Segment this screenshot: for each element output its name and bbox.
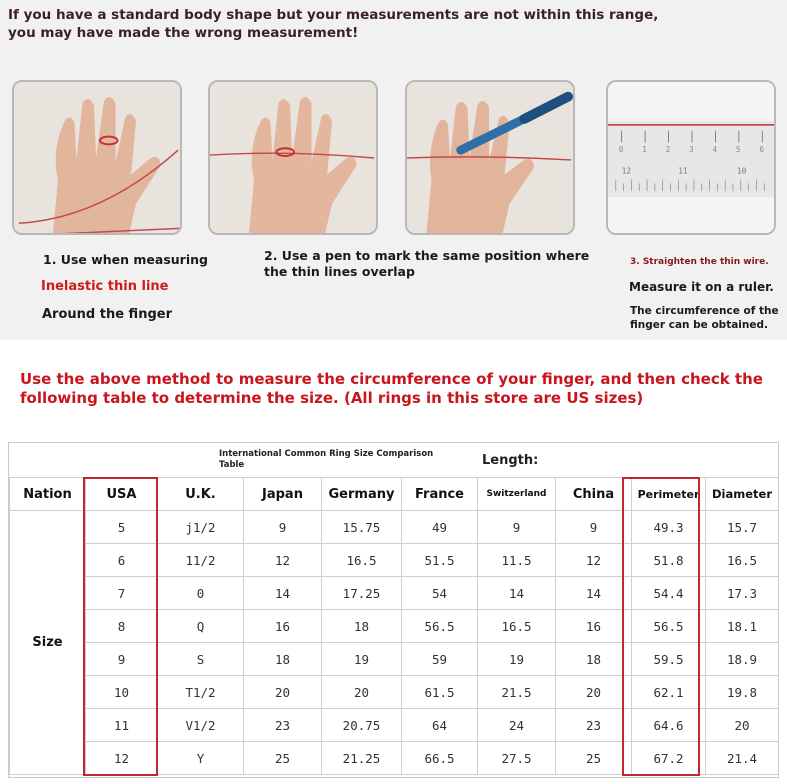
step1-highlight: Inelastic thin line	[41, 279, 169, 294]
cell-china: 14	[556, 577, 632, 610]
cell-china: 9	[556, 511, 632, 544]
size-row-label: Size	[10, 511, 86, 775]
cell-uk: Y	[158, 742, 244, 775]
cell-perimeter: 54.4	[632, 577, 706, 610]
cell-france: 51.5	[402, 544, 478, 577]
header-china: China	[556, 478, 632, 511]
cell-uk: 0	[158, 577, 244, 610]
ring-size-table-container	[8, 442, 779, 778]
cell-france: 56.5	[402, 610, 478, 643]
header-uk: U.K.	[158, 478, 244, 511]
cell-japan: 23	[244, 709, 322, 742]
cell-usa: 11	[86, 709, 158, 742]
cell-switzerland: 11.5	[478, 544, 556, 577]
step1-sub: Around the finger	[42, 307, 172, 322]
cell-usa: 7	[86, 577, 158, 610]
cell-uk: S	[158, 643, 244, 676]
table-title: International Common Ring Size Comparison Table	[219, 449, 434, 470]
cell-uk: j1/2	[158, 511, 244, 544]
cell-usa: 9	[86, 643, 158, 676]
cell-diameter: 21.4	[706, 742, 779, 775]
cell-diameter: 15.7	[706, 511, 779, 544]
header-diameter: Diameter	[706, 478, 779, 511]
table-row	[10, 610, 779, 643]
step2-hand-photo	[208, 80, 378, 235]
cell-china: 12	[556, 544, 632, 577]
table-row	[10, 709, 779, 742]
cell-china: 20	[556, 676, 632, 709]
cell-germany: 21.25	[322, 742, 402, 775]
cell-usa: 12	[86, 742, 158, 775]
ruler-number: 0	[618, 145, 624, 155]
ruler-number: 1	[642, 145, 647, 155]
cell-switzerland: 27.5	[478, 742, 556, 775]
table-row	[10, 676, 779, 709]
ruler-number: 3	[689, 145, 694, 155]
cell-diameter: 20	[706, 709, 779, 742]
ruler-number: 6	[759, 145, 765, 155]
cell-diameter: 18.1	[706, 610, 779, 643]
cell-germany: 15.75	[322, 511, 402, 544]
cell-uk: Q	[158, 610, 244, 643]
step1-hand-photo	[12, 80, 182, 235]
ring-size-table	[9, 477, 779, 775]
cell-germany: 17.25	[322, 577, 402, 610]
header-usa: USA	[86, 478, 158, 511]
table-row	[10, 577, 779, 610]
cell-diameter: 18.9	[706, 643, 779, 676]
cell-perimeter: 64.6	[632, 709, 706, 742]
cell-perimeter: 62.1	[632, 676, 706, 709]
cell-switzerland: 24	[478, 709, 556, 742]
cell-china: 23	[556, 709, 632, 742]
cell-france: 54	[402, 577, 478, 610]
cell-uk: 11/2	[158, 544, 244, 577]
step1-title: 1. Use when measuring	[43, 252, 208, 267]
ruler-photo	[606, 80, 776, 235]
cell-france: 66.5	[402, 742, 478, 775]
cell-switzerland: 14	[478, 577, 556, 610]
cell-france: 61.5	[402, 676, 478, 709]
ruler-number: 4	[712, 145, 718, 155]
cell-france: 49	[402, 511, 478, 544]
ruler-lower-number: 11	[678, 166, 688, 176]
cell-japan: 9	[244, 511, 322, 544]
cell-japan: 12	[244, 544, 322, 577]
cell-diameter: 17.3	[706, 577, 779, 610]
cell-france: 59	[402, 643, 478, 676]
table-row	[10, 544, 779, 577]
length-label: Length:	[482, 453, 539, 468]
step3-line1: Measure it on a ruler.	[629, 280, 774, 294]
table-row	[10, 643, 779, 676]
cell-switzerland: 16.5	[478, 610, 556, 643]
cell-switzerland: 19	[478, 643, 556, 676]
cell-perimeter: 67.2	[632, 742, 706, 775]
cell-usa: 10	[86, 676, 158, 709]
cell-china: 25	[556, 742, 632, 775]
cell-switzerland: 21.5	[478, 676, 556, 709]
cell-diameter: 19.8	[706, 676, 779, 709]
ruler-number: 2	[665, 145, 671, 155]
cell-germany: 20	[322, 676, 402, 709]
cell-perimeter: 49.3	[632, 511, 706, 544]
cell-france: 64	[402, 709, 478, 742]
cell-perimeter: 59.5	[632, 643, 706, 676]
table-header-row	[10, 478, 779, 511]
cell-switzerland: 9	[478, 511, 556, 544]
step2-text: 2. Use a pen to mark the same position where the thin lines overlap	[264, 248, 590, 279]
cell-perimeter: 51.8	[632, 544, 706, 577]
cell-usa: 8	[86, 610, 158, 643]
ruler-number: 5	[735, 145, 741, 155]
cell-usa: 6	[86, 544, 158, 577]
warning-text: If you have a standard body shape but your measurements are not within this range, you may have made the wrong measurement!	[8, 7, 659, 41]
cell-usa: 5	[86, 511, 158, 544]
cell-japan: 20	[244, 676, 322, 709]
cell-diameter: 16.5	[706, 544, 779, 577]
cell-china: 18	[556, 643, 632, 676]
cell-japan: 14	[244, 577, 322, 610]
header-germany: Germany	[322, 478, 402, 511]
step3-title: 3. Straighten the thin wire.	[630, 257, 769, 267]
cell-uk: V1/2	[158, 709, 244, 742]
ruler-lower-number: 12	[621, 166, 632, 176]
header-nation: Nation	[10, 478, 86, 511]
cell-germany: 18	[322, 610, 402, 643]
measurement-guide-panel	[0, 0, 787, 340]
step3-pen-photo	[405, 80, 575, 235]
cell-china: 16	[556, 610, 632, 643]
header-japan: Japan	[244, 478, 322, 511]
step3-line2: The circumference of the finger can be obtained.	[630, 305, 779, 331]
header-perimeter: Perimeter	[632, 478, 706, 511]
cell-japan: 25	[244, 742, 322, 775]
table-row	[10, 742, 779, 775]
cell-germany: 16.5	[322, 544, 402, 577]
table-row	[10, 511, 779, 544]
cell-perimeter: 56.5	[632, 610, 706, 643]
header-switzerland: Switzerland	[478, 478, 556, 511]
instruction-text: Use the above method to measure the circumference of your finger, and then check the following table to determine the size. (All rings in this store are US sizes)	[20, 370, 763, 407]
cell-germany: 19	[322, 643, 402, 676]
ruler-lower-number: 10	[736, 166, 747, 176]
cell-germany: 20.75	[322, 709, 402, 742]
cell-japan: 18	[244, 643, 322, 676]
header-france: France	[402, 478, 478, 511]
cell-japan: 16	[244, 610, 322, 643]
cell-uk: T1/2	[158, 676, 244, 709]
